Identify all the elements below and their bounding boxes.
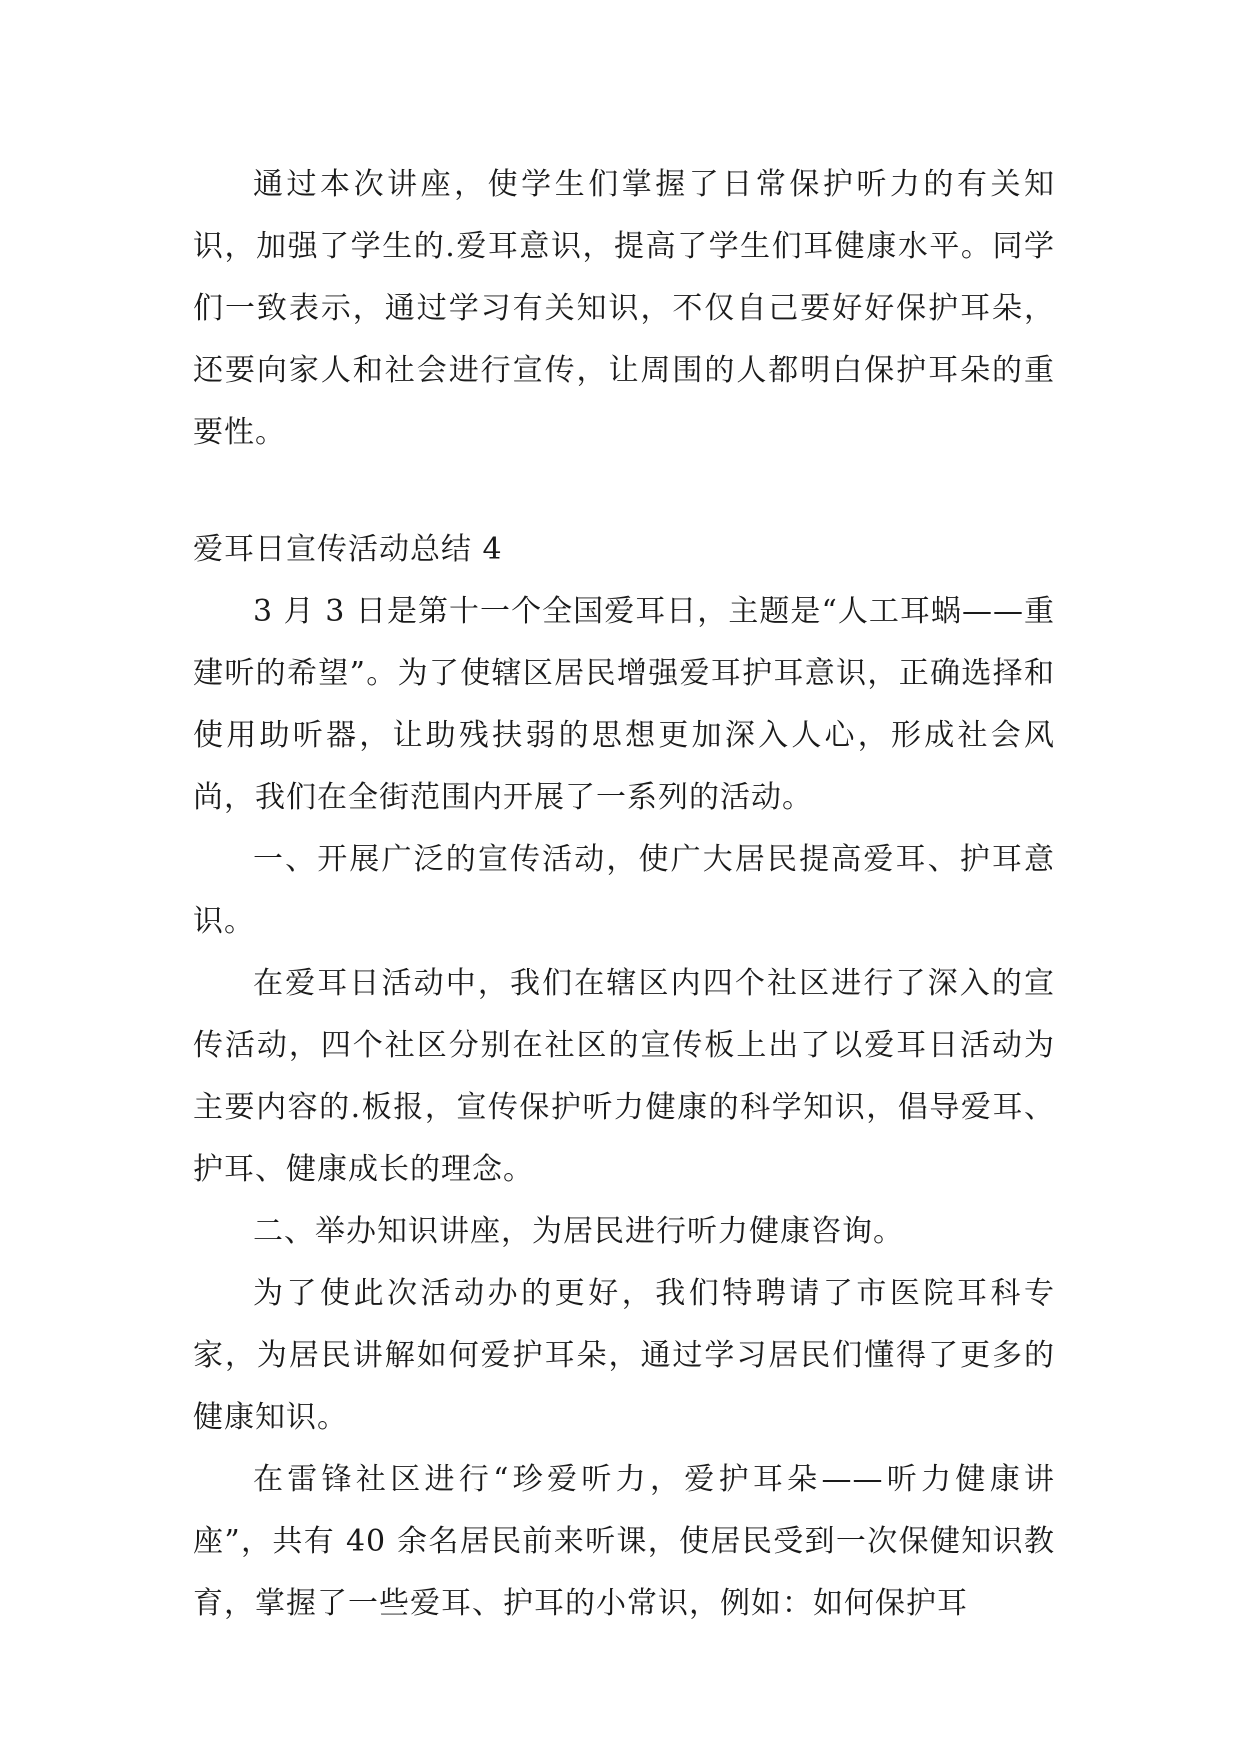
paragraph-expert-invite: 为了使此次活动办的更好，我们特聘请了市医院耳科专家，为居民讲解如何爱护耳朵，通过学习居民们懂得了更多的健康知识。 xyxy=(193,1276,1055,1435)
intro-paragraph: 通过本次讲座，使学生们掌握了日常保护听力的有关知识，加强了学生的.爱耳意识，提高了学生们耳健康水平。同学们一致表示，通过学习有关知识，不仅自己要好好保护耳朵，还要向家人和社会进行宣传，让周围的人都明白保护耳朵的重要性。 xyxy=(193,167,1055,450)
section-title: 爱耳日宣传活动总结 4 xyxy=(193,532,503,567)
paragraph-heading-publicity: 一、开展广泛的宣传活动，使广大居民提高爱耳、护耳意识。 xyxy=(193,842,1055,939)
paragraph-intro-activity: 3 月 3 日是第十一个全国爱耳日，主题是“人工耳蜗——重建听的希望”。为了使辖区居民增强爱耳护耳意识，正确选择和使用助听器，让助残扶弱的思想更加深入人心，形成社会风尚，我们在全街范围内开展了一系列的活动。 xyxy=(193,594,1055,815)
paragraph-heading-lecture: 二、举办知识讲座，为居民进行听力健康咨询。 xyxy=(253,1214,904,1249)
paragraph-publicity-details: 在爱耳日活动中，我们在辖区内四个社区进行了深入的宣传活动，四个社区分别在社区的宣传板上出了以爱耳日活动为主要内容的.板报，宣传保护听力健康的科学知识，倡导爱耳、护耳、健康成长的理念。 xyxy=(193,966,1055,1187)
document-body xyxy=(193,154,1055,1635)
paragraph-leifeng-lecture: 在雷锋社区进行“珍爱听力，爱护耳朵——听力健康讲座”，共有 40 余名居民前来听课，使居民受到一次保健知识教育，掌握了一些爱耳、护耳的小常识，例如：如何保护耳 xyxy=(193,1462,1055,1621)
